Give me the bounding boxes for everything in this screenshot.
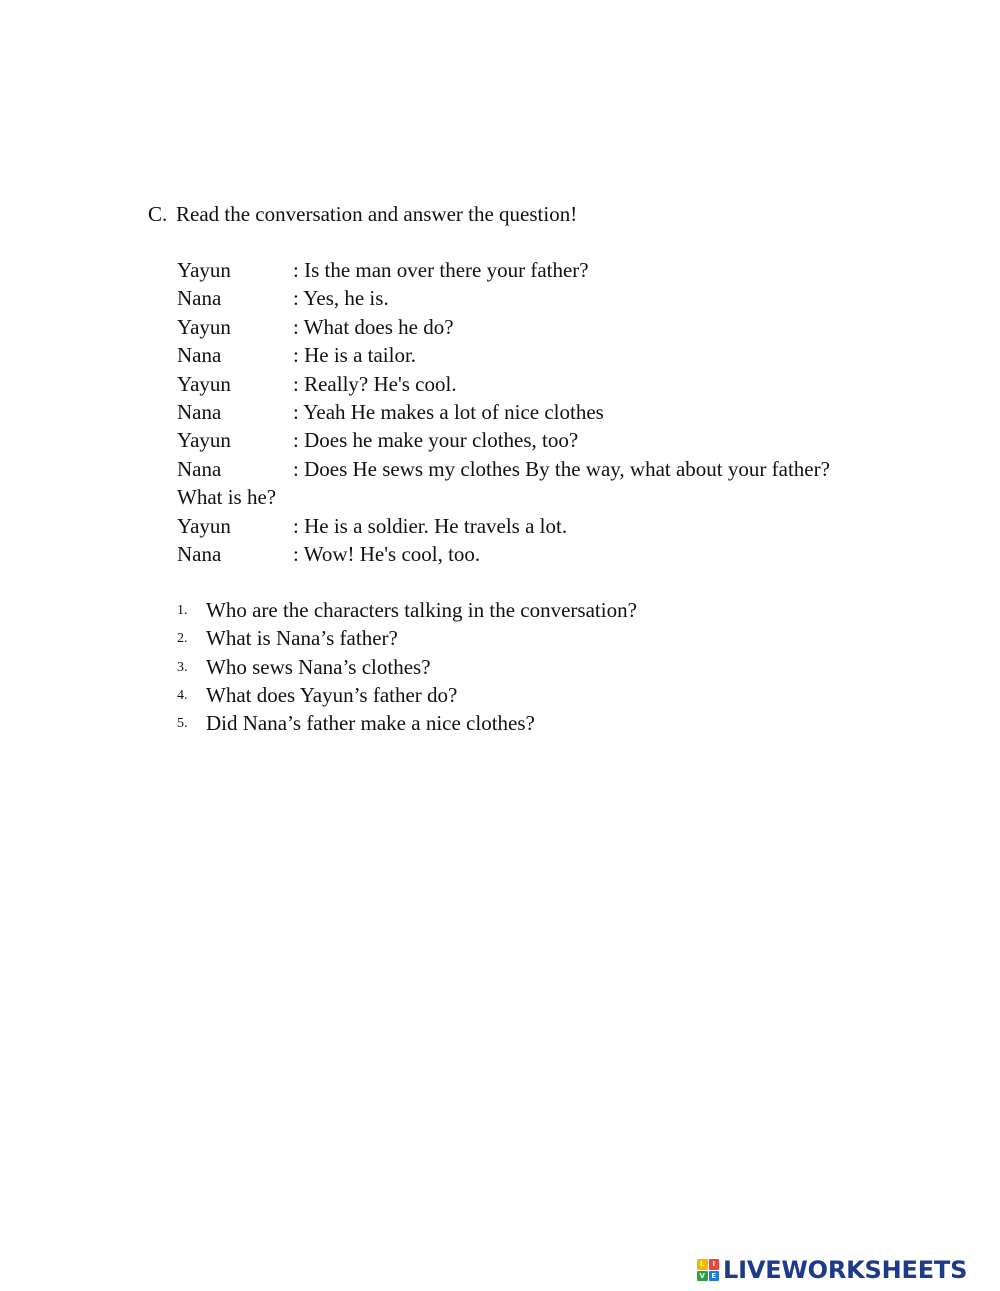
- dialogue-line: [177, 398, 937, 426]
- section-letter: C.: [148, 202, 168, 226]
- speaker-name: Nana: [177, 399, 222, 424]
- speaker-name: Nana: [177, 541, 222, 566]
- section-instruction: Read the conversation and answer the question!: [176, 202, 578, 226]
- question-list: [177, 596, 937, 737]
- logo-tile-i: I: [709, 1259, 720, 1270]
- speaker-name: Yayun: [177, 513, 231, 538]
- question-item: [177, 596, 937, 624]
- dialogue-line: [177, 426, 937, 454]
- speaker-name: Yayun: [177, 428, 231, 453]
- question-text: What does Yayun’s father do?: [206, 682, 458, 707]
- utterance-continuation: What is he?: [177, 485, 277, 510]
- utterance-text: : Is the man over there your father?: [293, 258, 589, 282]
- question-text: Did Nana’s father make a nice clothes?: [206, 711, 535, 736]
- speaker-name: Yayun: [177, 258, 231, 282]
- dialogue-line: [177, 455, 937, 483]
- logo-tile-l: L: [697, 1259, 708, 1270]
- logo-tile-e: E: [709, 1271, 720, 1282]
- utterance-text: : He is a soldier. He travels a lot.: [293, 513, 568, 538]
- question-number: 5.: [177, 716, 188, 732]
- speaker-name: Nana: [177, 286, 222, 311]
- utterance-text: : Really? He's cool.: [293, 371, 457, 396]
- dialogue-line: [177, 313, 937, 341]
- dialogue-line: [177, 284, 937, 312]
- speaker-name: Yayun: [177, 314, 231, 339]
- question-text: Who are the characters talking in the conversation?: [206, 598, 637, 622]
- question-item: [177, 681, 937, 709]
- utterance-text: : Yes, he is.: [293, 286, 389, 311]
- question-item: [177, 624, 937, 652]
- dialogue-line: [177, 370, 937, 398]
- speaker-name: Nana: [177, 456, 222, 481]
- utterance-text: : Wow! He's cool, too.: [293, 541, 481, 566]
- utterance-text: : He is a tailor.: [293, 343, 417, 368]
- question-number: 4.: [177, 687, 188, 703]
- question-number: 3.: [177, 659, 188, 675]
- question-number: 1.: [177, 603, 188, 618]
- utterance-text: : Yeah He makes a lot of nice clothes: [293, 399, 604, 424]
- logo-tile-v: V: [697, 1271, 708, 1282]
- utterance-text: : Does He sews my clothes By the way, what about your father?: [293, 456, 830, 481]
- speaker-name: Nana: [177, 343, 222, 368]
- liveworksheets-logo: [697, 1255, 967, 1285]
- liveworksheets-logo-text: LIVEWORKSHEETS: [723, 1256, 968, 1284]
- question-number: 2.: [177, 631, 188, 647]
- speaker-name: Yayun: [177, 371, 231, 396]
- question-text: Who sews Nana’s clothes?: [206, 654, 431, 679]
- liveworksheets-logo-icon: [697, 1259, 719, 1281]
- section-heading: [148, 200, 577, 228]
- dialogue-line: [177, 512, 937, 540]
- conversation: [177, 256, 937, 568]
- utterance-text: : Does he make your clothes, too?: [293, 428, 579, 453]
- dialogue-line: [177, 540, 937, 568]
- question-item: [177, 653, 937, 681]
- dialogue-line: [177, 341, 937, 369]
- question-text: What is Nana’s father?: [206, 626, 398, 651]
- utterance-text: : What does he do?: [293, 314, 454, 339]
- dialogue-line: [177, 256, 937, 284]
- question-item: [177, 709, 937, 737]
